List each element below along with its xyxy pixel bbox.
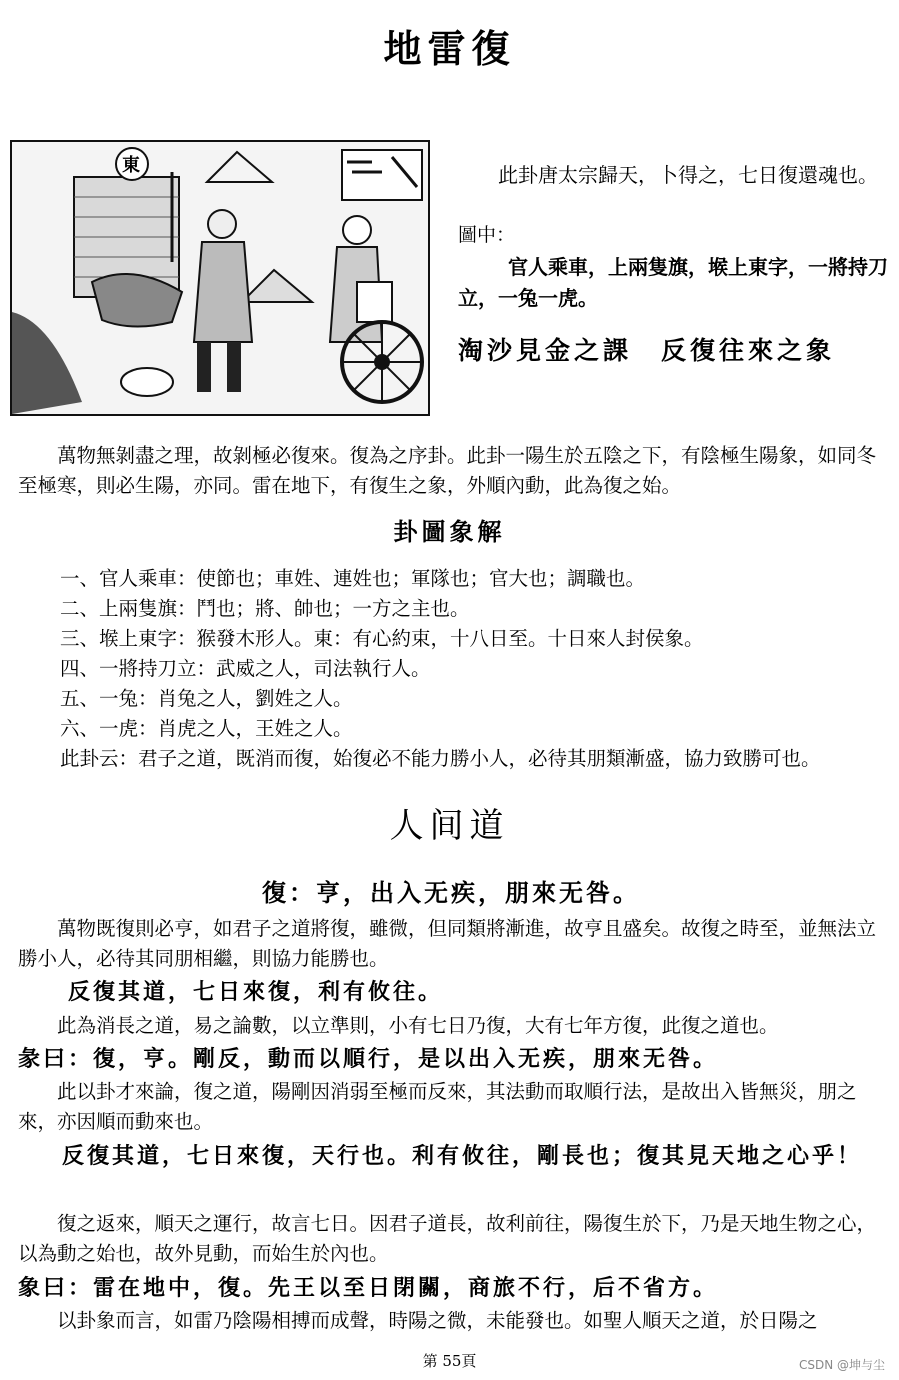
list-item: 四、一將持刀立：武威之人，司法執行人。 <box>60 657 431 680</box>
paragraph: 復之返來，順天之運行，故言七日。因君子道長，故利前往，陽復生於下，乃是天地生物之心，以為動之始也，故外見動，而始生於內也。 <box>18 1212 877 1265</box>
page-number: 第 55頁 <box>422 1352 477 1370</box>
intro-line: 此卦唐太宗歸天，卜得之，七日復還魂也。 <box>498 163 878 187</box>
list-item: 三、堠上東字：猴發木形人。東：有心約束，十八日至。十日來人封侯象。 <box>60 627 704 650</box>
paragraph: 萬物既復則必亨，如君子之道將復，雖微，但同類將漸進，故亨且盛矣。故復之時至，並無法立勝小人，必待其同朋相繼，則協力能勝也。 <box>18 917 877 970</box>
list-item: 五、一兔：肖兔之人，劉姓之人。 <box>60 687 353 710</box>
list-item: 此卦云：君子之道，既消而復，始復必不能力勝小人，必待其朋類漸盛，協力致勝可也。 <box>60 747 821 770</box>
figure-description: 官人乘車，上兩隻旗，堠上東字，一將持刀立，一兔一虎。 <box>458 255 888 310</box>
paragraph: 萬物無剝盡之理，故剝極必復來。復為之序卦。此卦一陽生於五陰之下，有陰極生陽象，如同冬至極寒，則必生陽，亦同。雷在地下，有復生之象，外順內動，此為復之始。 <box>18 444 877 497</box>
list-item: 一、官人乘車：使節也；車姓、連姓也；軍隊也；官大也；調職也。 <box>60 567 646 590</box>
classic-text: 反復其道，七日來復，利有攸往。 <box>68 979 444 1005</box>
classic-text: 象曰：雷在地中，復。先王以至日閉關，商旅不行，后不省方。 <box>18 1275 719 1301</box>
hexagram-motto: 淘沙見金之課 反復往來之象 <box>458 336 836 365</box>
section-heading-renjian: 人间道 <box>389 806 510 846</box>
interpretation-list <box>60 564 890 774</box>
paragraph: 以卦象而言，如雷乃陰陽相搏而成聲，時陽之微，未能發也。如聖人順天之道，於日陽之 <box>57 1309 818 1332</box>
figure-label: 圖中： <box>458 224 516 246</box>
tower-sign-char: 東 <box>122 155 140 176</box>
list-item: 二、上兩隻旗：鬥也；將、帥也；一方之主也。 <box>60 597 470 620</box>
paragraph: 此以卦才來論，復之道，陽剛因消弱至極而反來，其法動而取順行法，是故出入皆無災，朋之來，亦因順而動來也。 <box>18 1080 857 1133</box>
section-heading-gua: 卦圖象解 <box>393 517 506 546</box>
watermark: CSDN @坤与尘 <box>798 1358 885 1372</box>
page-title: 地雷復 <box>383 26 516 71</box>
classic-text: 彖曰：復，亨。剛反，動而以順行，是以出入无疾，朋來无咎。 <box>18 1046 719 1072</box>
paragraph: 此為消長之道，易之論數，以立準則，小有七日乃復，大有七年方復，此復之道也。 <box>57 1014 779 1037</box>
hexagram-illustration <box>10 140 430 416</box>
list-item: 六、一虎：肖虎之人，王姓之人。 <box>60 717 353 740</box>
classic-text: 復：亨，出入无疾，朋來无咎。 <box>262 878 640 907</box>
classic-text: 反復其道，七日來復，天行也。利有攸往，剛長也；復其見天地之心乎！ <box>62 1143 863 1169</box>
